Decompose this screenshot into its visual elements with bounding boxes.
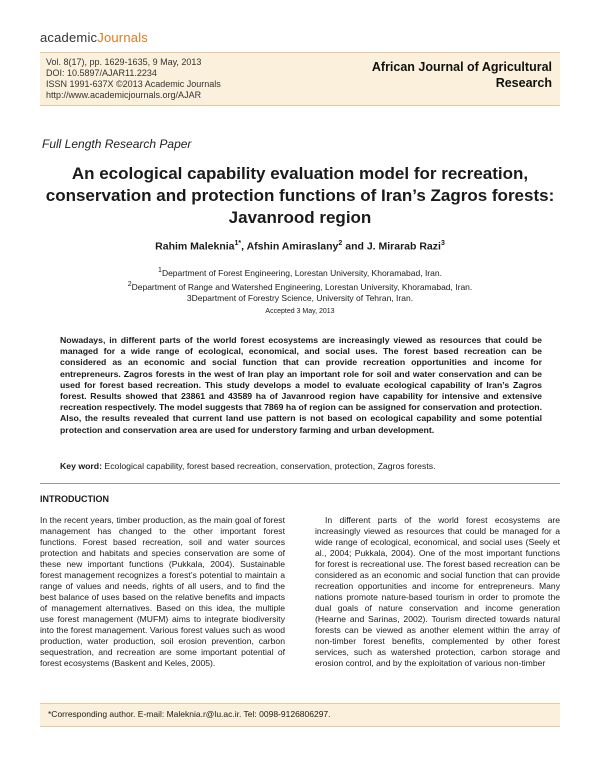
- journal-header: [40, 52, 560, 106]
- doi-line: DOI: 10.5897/AJAR11.2234: [46, 68, 157, 78]
- author-name: J. Mirarab Razi: [366, 240, 441, 253]
- affiliation-text: 3Department of Forestry Science, University of Tehran, Iran.: [186, 292, 414, 303]
- keywords-label: Key word:: [60, 461, 102, 471]
- affiliation-sup: 2: [127, 280, 132, 288]
- affiliation-text: Department of Forest Engineering, Lorestan University, Khoramabad, Iran.: [161, 267, 442, 278]
- paper-title: An ecological capability evaluation model for recreation, conservation and protection functions of Iran’s Zagros forests: Javanrood region: [45, 164, 555, 227]
- logo-part-academic: academic: [40, 30, 98, 45]
- affiliations: [40, 265, 560, 304]
- author-name: Afshin Amiraslany: [246, 240, 339, 253]
- footnote-text: *Corresponding author. E-mail: Maleknia.r@lu.ac.ir. Tel: 0098-9126806297.: [48, 709, 331, 719]
- author-sup: 1*: [234, 240, 242, 247]
- publication-info: [46, 57, 221, 101]
- body-column-left: In the recent years, timber production, as the main goal of forest management has changed to the other important forest functions. Forest based recreation, soil and water sources protection and habitats and species conservation are some of these new important functions (Pukkala, 2004). Sustainable forest management recognizes a forest’s potential to maintain a range of values and needs, rights of all users, and to find the best balance of uses based on the relative benefits and impacts of management alternatives. Based on this idea, the multiple use forest management (MUFM) aims to integrate biodiversity into the forest management. Various forest values such as wood production, water production, soil erosion prevention, carbon sequestration, and recreation are some important potential of forest ecosystems (Baskent and Keles, 2005).: [40, 515, 285, 668]
- journal-logo: [40, 30, 148, 45]
- volume-line: Vol. 8(17), pp. 1629-1635, 9 May, 2013: [46, 57, 202, 67]
- url-line[interactable]: http://www.academicjournals.org/AJAR: [46, 90, 202, 100]
- author-name: Rahim Maleknia: [155, 240, 235, 253]
- corresponding-author-footnote: [40, 703, 560, 727]
- paper-type: Full Length Research Paper: [42, 137, 192, 151]
- author-sup: 2: [338, 240, 343, 247]
- issn-line: ISSN 1991-637X ©2013 Academic Journals: [46, 79, 221, 89]
- keywords: [60, 461, 542, 471]
- affiliation-text: Department of Range and Watershed Engineering, Lorestan University, Khoramabad, Iran.: [131, 281, 473, 292]
- abstract: Nowadays, in different parts of the world forest ecosystems are increasingly viewed as resources that could be managed for a wide range of ecological, economical, and social uses. The forest based recreation can be considered as an economic and social function that can provide recreation opportunities and income for entrepreneurs. Zagros forests in the west of Iran play an important role for soil and water conservation and can be used for forest based recreation. This study develops a model to evaluate ecological capability of Iran’s Zagros forest. Results showed that 23861 and 43589 ha of Javanrood region have capability for intensive and extensive recreation respectively. The model suggests that 7869 ha of region can be assigned for conservation and protection. Also, the results revealed that current land use pattern is not based on ecological capability and some potential protection and conservation area are used for understory farming and urban development.: [60, 335, 542, 435]
- logo-part-journals: Journals: [97, 30, 148, 45]
- affiliation-line: [40, 279, 560, 293]
- keywords-text: Ecological capability, forest based recreation, conservation, protection, Zagros forests.: [104, 461, 436, 471]
- introduction-heading: INTRODUCTION: [40, 494, 109, 504]
- accepted-date: Accepted 3 May, 2013: [265, 308, 335, 315]
- journal-name: African Journal of Agricultural Research: [371, 60, 552, 90]
- author-separator: ,: [241, 240, 247, 253]
- section-divider: [40, 483, 560, 484]
- affiliation-line: [40, 265, 560, 279]
- author-sup: 3: [440, 240, 445, 247]
- affiliation-sup: 1: [158, 267, 162, 274]
- author-separator: and: [342, 240, 367, 253]
- affiliation-line: [40, 293, 560, 304]
- author-list: [40, 240, 560, 253]
- body-column-right: In different parts of the world forest ecosystems are increasingly viewed as resources that could be managed for a wide range of ecological, economical, and social uses (Seely et al., 2004; Pukkala, 2004). One of the most important functions for forest is recreational use. The forest based recreation can be considered as an economic and social function that can provide recreation opportunities and income for entrepreneurs. Many nations promote nature-based tourism in order to promote the dual goals of nature conservation and income generation (Hearne and Sarinas, 2002). Tourism directed towards natural forests can be viewed as another element within the array of non-timber forest benefits, complemented by other forest services, such as watershed protection, carbon storage and erosion control, and by the exploitation of various non-timber: [315, 515, 560, 668]
